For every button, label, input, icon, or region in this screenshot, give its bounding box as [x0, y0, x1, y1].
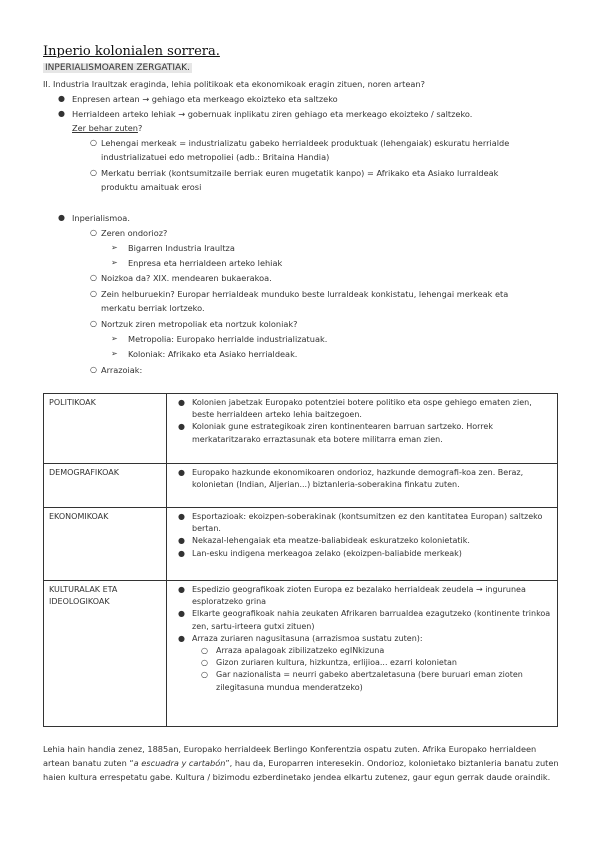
list-item	[178, 633, 552, 694]
bullet-icon: ●	[178, 585, 185, 594]
imperialism-q1-a1: Bigarren Industria Iraultza	[128, 243, 235, 253]
imperialism-q2: Noizkoa da? XIX. mendearen bukaerakoa.	[101, 273, 272, 283]
list-item	[178, 511, 552, 535]
list-item-text: Arraza zuriaren nagusitasuna (arrazismoa sustatu zuten):	[192, 633, 423, 643]
imperialism-q3-line-1: Zein helburuekin? Europar herrialdeak munduko beste lurraldeak konkistatu, lehengai merkeak eta	[101, 289, 509, 299]
bullet-icon: ●	[58, 94, 65, 103]
row-label: KULTURALAK ETA IDEOLOGIKOAK	[44, 581, 167, 727]
why-label: Zer behar zuten	[72, 123, 138, 133]
bullet-icon: ●	[178, 512, 185, 521]
bullet-icon: ●	[58, 109, 65, 118]
list-item	[178, 535, 552, 547]
bullet-icon: ●	[178, 398, 185, 407]
intro-sub-1-line-2: industrializatuei edo metropoliei (adb.: Britaina Handia)	[101, 152, 330, 162]
imperialism-q1-a2: Enpresa eta herrialdeen arteko lehiak	[128, 258, 283, 268]
intro-sub-1-line-1: Lehengai merkeak = industrializatu gabeko herrialdeek produktuak (lehengaiak) eskuratu herrialde	[101, 138, 510, 148]
table-row	[44, 464, 558, 508]
list-item	[178, 584, 552, 608]
row-label: POLITIKOAK	[44, 394, 167, 464]
intro-sub-2-line-1: Merkatu berriak (kontsumitzaile berriak euren mugetatik kanpo) = Afrikako eta Asiako lurraldeak	[101, 168, 499, 178]
footer-paragraph	[43, 742, 563, 784]
row-label: DEMOGRAFIKOAK	[44, 464, 167, 508]
intro-bullet-1: Enpresen artean → gehiago eta merkeago ekoizteko eta saltzeko	[72, 94, 338, 104]
why-label-line	[72, 122, 142, 134]
list-item-text: Nekazal-lehengaiak eta meatze-baliabideak eskuratzeko kolonietatik.	[192, 536, 470, 546]
imperialism-q1: Zeren ondorioz?	[101, 228, 168, 238]
list-item-text: Elkarte geografikoak nahia zeukaten Afrikaren barrualdea ezagutzeko (kontinente trinkoa zen, sartu-irteera gutxi zituen)	[192, 609, 551, 631]
list-item	[178, 421, 552, 445]
imperialism-q3-line-2: merkatu berriak lortzeko.	[101, 303, 205, 313]
imperialism-q4: Nortzuk ziren metropoliak eta nortzuk koloniak?	[101, 319, 298, 329]
sub-list-item-text: Arraza apalagoak zibilizatzeko egINkizuna	[216, 646, 385, 656]
circle-bullet-icon: ○	[90, 319, 97, 328]
sub-list-item-text: Gar nazionalista = neurri gabeko abertzaletasuna (bere buruari eman zioten zilegitasuna mundua menderatzeko)	[216, 670, 523, 692]
footer-text-italic: a escuadra y cartabón	[133, 758, 226, 768]
sub-list-item-text: Gizon zuriaren kultura, hizkuntza, erlijioa... ezarri kolonietan	[216, 658, 457, 668]
row-content	[167, 581, 558, 727]
imperialism-label: Inperialismoa.	[72, 213, 130, 223]
table-row	[44, 508, 558, 581]
arrow-bullet-icon: ➢	[111, 243, 118, 252]
page-title: Inperio kolonialen sorrera.	[43, 44, 220, 59]
circle-bullet-icon: ○	[90, 289, 97, 298]
row-label: EKONOMIKOAK	[44, 508, 167, 581]
bullet-icon: ●	[178, 548, 185, 558]
list-item	[178, 548, 552, 560]
arrow-bullet-icon: ➢	[111, 349, 118, 358]
section-heading: INPERIALISMOAREN ZERGATIAK.	[45, 63, 190, 73]
imperialism-q4-a1: Metropolia: Europako herrialde industrializatuak.	[128, 334, 328, 344]
sub-list-item	[201, 657, 552, 669]
intro-sub-2-line-2: produktu amaituak erosi	[101, 182, 202, 192]
row-content	[167, 394, 558, 464]
why-question-mark: ?	[137, 123, 143, 133]
bullet-icon: ●	[178, 536, 185, 546]
table-row	[44, 394, 558, 464]
circle-bullet-icon: ○	[90, 168, 97, 177]
circle-bullet-icon: ○	[201, 670, 208, 680]
row-content	[167, 464, 558, 508]
list-item-text: Espedizio geografikoak zioten Europa ez bezalako herrialdeak zeudela → ingurunea esploratzeko grina	[192, 585, 526, 607]
bullet-icon: ●	[178, 633, 185, 643]
intro-question: II. Industria Iraultzak eraginda, lehia politikoak eta ekonomikoak eragin zituen, noren artean?	[43, 79, 425, 89]
arrow-bullet-icon: ➢	[111, 334, 118, 343]
intro-bullet-2: Herrialdeen arteko lehiak → gobernuak inplikatu ziren gehiago eta merkeago ekoizteko / saltzeko.	[72, 109, 473, 119]
list-item-text: Esportazioak: ekoizpen-soberakinak (kontsumitzen ez den kantitatea Europan) saltzeko bertan.	[192, 512, 543, 534]
circle-bullet-icon: ○	[201, 646, 208, 656]
footer-text-part-2: ”, hau da, Europarren interesekin. Ondorioz, kolonietako biztanleria banatu zuten haien kultura errespetatu gabe. Kultura / bizimodu ezberdinetako jendea elkartu zutenez, gaur egun gerrak daude oraindik.	[43, 758, 559, 782]
circle-bullet-icon: ○	[201, 658, 208, 668]
bullet-icon: ●	[178, 422, 185, 432]
sub-list-item	[201, 645, 552, 657]
reasons-table	[43, 393, 558, 727]
table-row	[44, 581, 558, 727]
circle-bullet-icon: ○	[90, 138, 97, 147]
list-item-text: Europako hazkunde ekonomikoaren ondorioz, hazkunde demografi-koa zen. Beraz, kolonietan (Indian, Aljerian...) biztanleria-soberakina finkatu zuten.	[192, 468, 524, 490]
row-content	[167, 508, 558, 581]
imperialism-q4-a2: Koloniak: Afrikako eta Asiako herrialdeak.	[128, 349, 298, 359]
bullet-icon: ●	[58, 213, 65, 222]
circle-bullet-icon: ○	[90, 228, 97, 237]
sub-list-item	[201, 669, 552, 693]
list-item	[178, 608, 552, 632]
circle-bullet-icon: ○	[90, 365, 97, 374]
list-item-text: Lan-esku indigena merkeagoa zelako (ekoizpen-baliabide merkeak)	[192, 548, 462, 558]
circle-bullet-icon: ○	[90, 273, 97, 282]
list-item-text: Kolonien jabetzak Europako potentziei botere politiko eta ospe gehiego ematen zien, beste herrialdeen arteko lehia baitzegoen.	[192, 398, 532, 420]
footer-text-part-1: Lehia hain handia zenez, 1885an, Europako herrialdeek Berlingo Konferentzia ospatu zuten. Afrika Europako herrialdeen artean banatu zuten “	[43, 744, 537, 768]
imperialism-q5: Arrazoiak:	[101, 365, 143, 375]
list-item	[178, 397, 552, 421]
bullet-icon: ●	[178, 468, 185, 477]
list-item	[178, 467, 552, 491]
arrow-bullet-icon: ➢	[111, 258, 118, 267]
list-item-text: Koloniak gune estrategikoak ziren kontinentearen barruan sartzeko. Horrek merkataritzarako erraztasunak eta botere militarra eman zien.	[192, 422, 493, 444]
bullet-icon: ●	[178, 609, 185, 619]
